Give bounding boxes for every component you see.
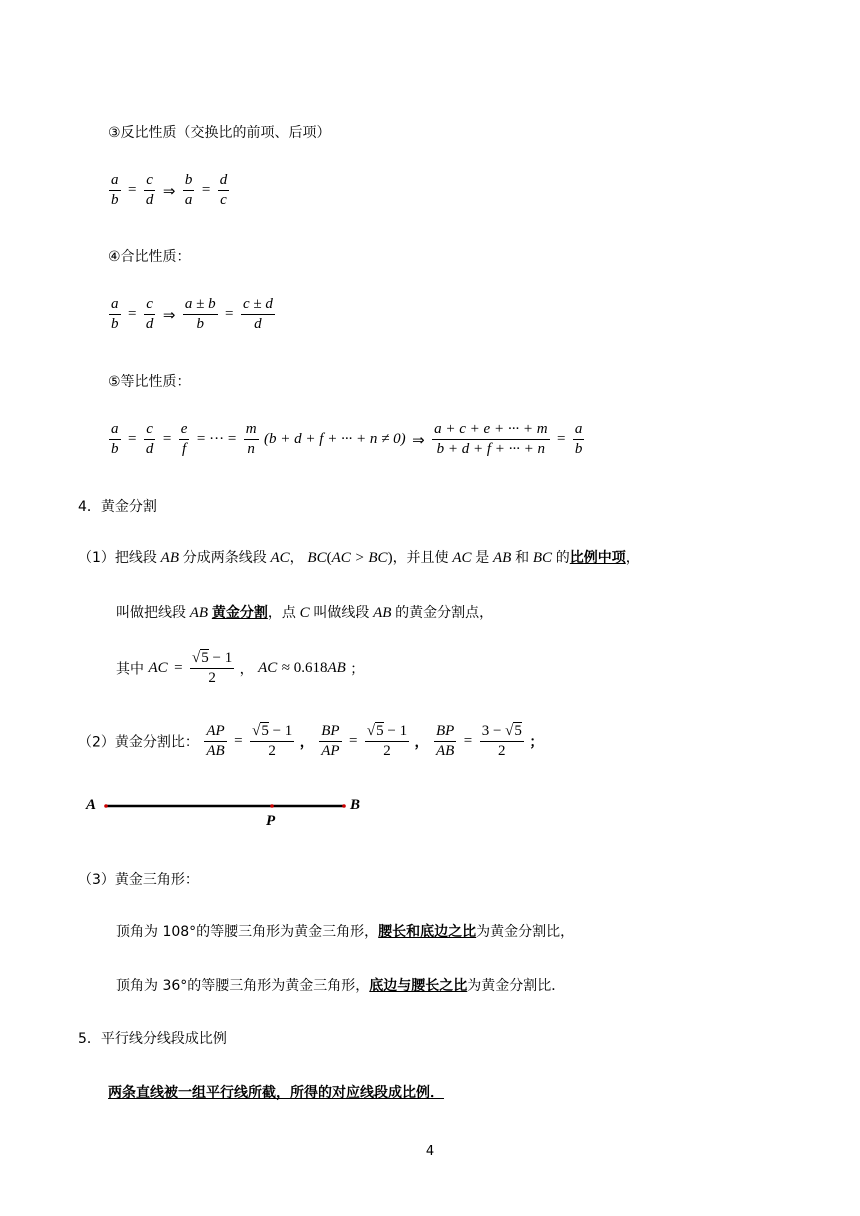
point-label-b: B: [350, 797, 361, 813]
term-mean-proportional: 比例中项: [569, 550, 626, 566]
paragraph-golden-ratios: （2）黄金分割比： $\frac{AP}{AB}$ = $\frac{√5 - 1}{2}$ ， $\frac{BP}{AP}$ = $\frac{√5 - 1}{2}$ ， $\frac{BP}{AB}$ = $\frac{3 - √5}{2}$ ；: [78, 723, 544, 759]
paragraph-golden-value: 其中 AC = $\frac{√5 - 1}{2}$ ， AC ≈ 0.618AB ；: [116, 650, 365, 686]
heading-golden-triangle: （3）黄金三角形：: [78, 872, 199, 888]
formula-inverse-property: $\frac{a}{b}$ = $\frac{c}{d}$ ⇒ $\frac{b}{a}$ = $\frac{d}{c}$: [111, 172, 228, 208]
condition-text: (b + d + f + ··· + n ≠ 0): [264, 431, 406, 447]
point-label-p: P: [266, 813, 276, 829]
section-title-equal-ratio-property: ⑤等比性质：: [108, 374, 191, 390]
theorem-parallel-lines: 两条直线被一组平行线所截，所得的对应线段成比例．: [108, 1085, 444, 1101]
segment-line: [100, 800, 350, 812]
page-number: 4: [425, 1144, 435, 1159]
paragraph-golden-point: 叫做把线段 AB 黄金分割，点 C 叫做线段 AB 的黄金分割点，: [116, 605, 494, 621]
point-label-a: A: [86, 797, 97, 813]
term-base-leg-ratio: 底边与腰长之比: [369, 978, 468, 994]
section-title-sum-property: ④合比性质：: [108, 249, 191, 265]
paragraph-golden-triangle-36: 顶角为 36°的等腰三角形为黄金三角形，底边与腰长之比为黄金分割比．: [116, 978, 566, 994]
paragraph-golden-triangle-108: 顶角为 108°的等腰三角形为黄金三角形，腰长和底边之比为黄金分割比，: [116, 924, 575, 940]
heading-golden-section: 4．黄金分割: [78, 499, 157, 515]
section-title-inverse-property: ③反比性质（交换比的前项、后项）: [108, 125, 331, 141]
heading-parallel-lines: 5．平行线分线段成比例: [78, 1031, 227, 1047]
paragraph-golden-definition: （1）把线段 AB 分成两条线段 AC， BC(AC > BC)，并且使 AC 是 AB 和 BC 的比例中项，: [78, 550, 640, 566]
term-leg-base-ratio: 腰长和底边之比: [378, 924, 477, 940]
formula-sum-property: $\frac{a}{b}$ = $\frac{c}{d}$ ⇒ $\frac{a \pm b}{b}$ = $\frac{c \pm d}{d}$: [111, 296, 273, 332]
formula-equal-ratio-property: $\frac{a}{b}$ = $\frac{c}{d}$ = $\frac{e}{f}$ = ··· = $\frac{m}{n}$ (b + d + f + ··· + n ≠ 0) ⇒ $\frac{a + c + e + \cdot\cdot\cdot + m}{b + d + f + \cdot\cdot\cdot + n}$ = $\frac{a}{b}$: [111, 421, 583, 457]
term-golden-section: 黄金分割: [211, 605, 268, 621]
